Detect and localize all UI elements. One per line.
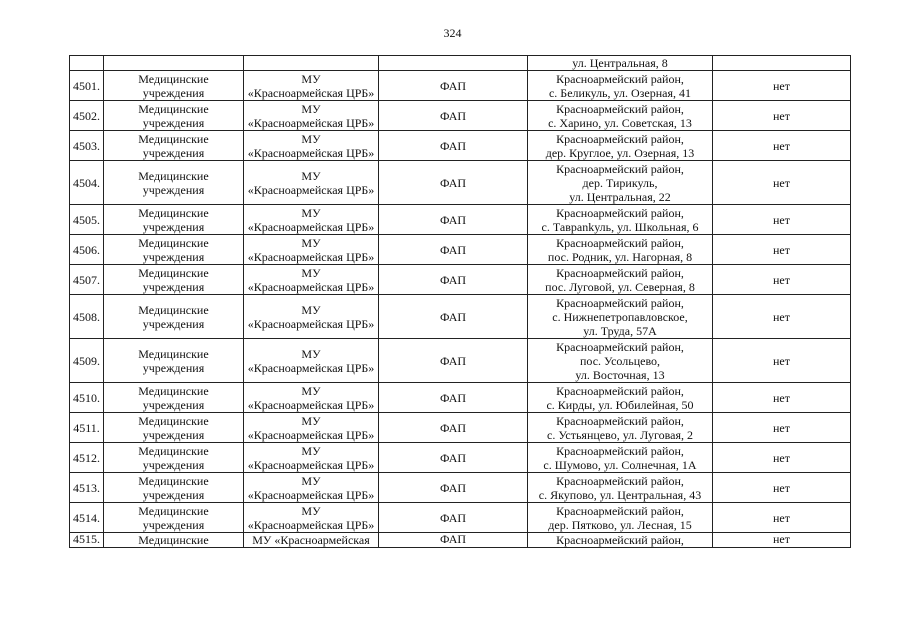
cell-value: нет: [713, 265, 851, 295]
cell-organization: МУ «Красноармейская ЦРБ»: [244, 503, 379, 533]
table-body: [70, 56, 851, 548]
cell-address: Красноармейский район, пос. Усольцево, ул. Восточная, 13: [528, 339, 713, 383]
cell-category: Медицинские учреждения: [104, 473, 244, 503]
table-row: [70, 161, 851, 205]
cell-type: ФАП: [379, 503, 528, 533]
cell-category: Медицинские учреждения: [104, 383, 244, 413]
cell-organization: МУ «Красноармейская ЦРБ»: [244, 235, 379, 265]
cell-num: 4509.: [70, 339, 104, 383]
cell-organization: МУ «Красноармейская ЦРБ»: [244, 161, 379, 205]
table-row: [70, 473, 851, 503]
cell-num: 4511.: [70, 413, 104, 443]
cell-num: 4510.: [70, 383, 104, 413]
cell-value: нет: [713, 473, 851, 503]
cell-type: ФАП: [379, 413, 528, 443]
cell-category: Медицинские учреждения: [104, 161, 244, 205]
table-row-partial: [70, 533, 851, 548]
table-row: [70, 265, 851, 295]
cell-address: Красноармейский район, с. Устьянцево, ул. Луговая, 2: [528, 413, 713, 443]
cell-organization: МУ «Красноармейская ЦРБ»: [244, 101, 379, 131]
cell-value: нет: [713, 161, 851, 205]
cell-address: Красноармейский район, с. Таврankуль, ул. Школьная, 6: [528, 205, 713, 235]
cell-num: 4506.: [70, 235, 104, 265]
cell-value: нет: [713, 339, 851, 383]
cell-num: 4503.: [70, 131, 104, 161]
cell-type: ФАП: [379, 71, 528, 101]
table-row: [70, 383, 851, 413]
cell-address: Красноармейский район, дер. Пятково, ул. Лесная, 15: [528, 503, 713, 533]
table-row: [70, 443, 851, 473]
cell-num: 4514.: [70, 503, 104, 533]
cell-address: Красноармейский район, дер. Круглое, ул. Озерная, 13: [528, 131, 713, 161]
cell-address: Красноармейский район, с. Якупово, ул. Центральная, 43: [528, 473, 713, 503]
cell-category: Медицинские учреждения: [104, 443, 244, 473]
cell-value: нет: [713, 443, 851, 473]
table-row: [70, 205, 851, 235]
cell-category: Медицинские учреждения: [104, 339, 244, 383]
table-row: [70, 413, 851, 443]
cell-value: нет: [713, 413, 851, 443]
cell-organization: МУ «Красноармейская: [244, 533, 379, 548]
continuation-row: [70, 56, 851, 71]
cell-num: 4513.: [70, 473, 104, 503]
cell-organization: МУ «Красноармейская ЦРБ»: [244, 413, 379, 443]
cell-category: [104, 56, 244, 71]
cell-num: 4502.: [70, 101, 104, 131]
cell-num: [70, 56, 104, 71]
table-row: [70, 235, 851, 265]
cell-value: нет: [713, 205, 851, 235]
cell-num: 4507.: [70, 265, 104, 295]
cell-num: 4508.: [70, 295, 104, 339]
table-row: [70, 503, 851, 533]
cell-value: нет: [713, 131, 851, 161]
cell-address: Красноармейский район,: [528, 533, 713, 548]
cell-organization: МУ «Красноармейская ЦРБ»: [244, 205, 379, 235]
table-row: [70, 71, 851, 101]
cell-type: ФАП: [379, 473, 528, 503]
cell-organization: МУ «Красноармейская ЦРБ»: [244, 473, 379, 503]
table-row: [70, 131, 851, 161]
cell-num: 4505.: [70, 205, 104, 235]
cell-organization: МУ «Красноармейская ЦРБ»: [244, 295, 379, 339]
cell-address: Красноармейский район, с. Кирды, ул. Юбилейная, 50: [528, 383, 713, 413]
cell-category: Медицинские учреждения: [104, 295, 244, 339]
cell-type: ФАП: [379, 235, 528, 265]
cell-organization: МУ «Красноармейская ЦРБ»: [244, 131, 379, 161]
cell-type: ФАП: [379, 383, 528, 413]
cell-address: ул. Центральная, 8: [528, 56, 713, 71]
cell-type: ФАП: [379, 533, 528, 548]
cell-organization: МУ «Красноармейская ЦРБ»: [244, 443, 379, 473]
cell-address: Красноармейский район, с. Беликуль, ул. Озерная, 41: [528, 71, 713, 101]
cell-value: нет: [713, 295, 851, 339]
cell-type: ФАП: [379, 339, 528, 383]
cell-address: Красноармейский район, пос. Луговой, ул. Северная, 8: [528, 265, 713, 295]
cell-type: ФАП: [379, 205, 528, 235]
cell-address: Красноармейский район, с. Шумово, ул. Солнечная, 1А: [528, 443, 713, 473]
cell-category: Медицинские учреждения: [104, 413, 244, 443]
cell-address: Красноармейский район, с. Нижнепетропавловское, ул. Труда, 57А: [528, 295, 713, 339]
cell-category: Медицинские учреждения: [104, 265, 244, 295]
registry-table: [69, 55, 851, 548]
cell-value: нет: [713, 101, 851, 131]
cell-category: Медицинские учреждения: [104, 205, 244, 235]
cell-num: 4504.: [70, 161, 104, 205]
cell-category: Медицинские учреждения: [104, 131, 244, 161]
cell-type: ФАП: [379, 131, 528, 161]
cell-num: 4501.: [70, 71, 104, 101]
cell-address: Красноармейский район, пос. Родник, ул. Нагорная, 8: [528, 235, 713, 265]
table-row: [70, 101, 851, 131]
cell-category: Медицинские учреждения: [104, 235, 244, 265]
cell-organization: [244, 56, 379, 71]
table-row: [70, 295, 851, 339]
cell-organization: МУ «Красноармейская ЦРБ»: [244, 71, 379, 101]
cell-num: 4515.: [70, 533, 104, 548]
cell-type: ФАП: [379, 265, 528, 295]
cell-type: [379, 56, 528, 71]
cell-type: ФАП: [379, 101, 528, 131]
cell-category: Медицинские учреждения: [104, 71, 244, 101]
cell-type: ФАП: [379, 443, 528, 473]
cell-value: нет: [713, 503, 851, 533]
cell-organization: МУ «Красноармейская ЦРБ»: [244, 383, 379, 413]
cell-value: нет: [713, 71, 851, 101]
cell-category: Медицинские: [104, 533, 244, 548]
table-row: [70, 339, 851, 383]
cell-organization: МУ «Красноармейская ЦРБ»: [244, 339, 379, 383]
cell-type: ФАП: [379, 161, 528, 205]
cell-address: Красноармейский район, дер. Тирикуль, ул. Центральная, 22: [528, 161, 713, 205]
cell-value: [713, 56, 851, 71]
page-number: 324: [443, 26, 462, 40]
cell-value: нет: [713, 383, 851, 413]
cell-value: нет: [713, 235, 851, 265]
cell-type: ФАП: [379, 295, 528, 339]
cell-category: Медицинские учреждения: [104, 503, 244, 533]
cell-address: Красноармейский район, с. Харино, ул. Советская, 13: [528, 101, 713, 131]
cell-value: нет: [713, 533, 851, 548]
cell-organization: МУ «Красноармейская ЦРБ»: [244, 265, 379, 295]
cell-num: 4512.: [70, 443, 104, 473]
cell-category: Медицинские учреждения: [104, 101, 244, 131]
